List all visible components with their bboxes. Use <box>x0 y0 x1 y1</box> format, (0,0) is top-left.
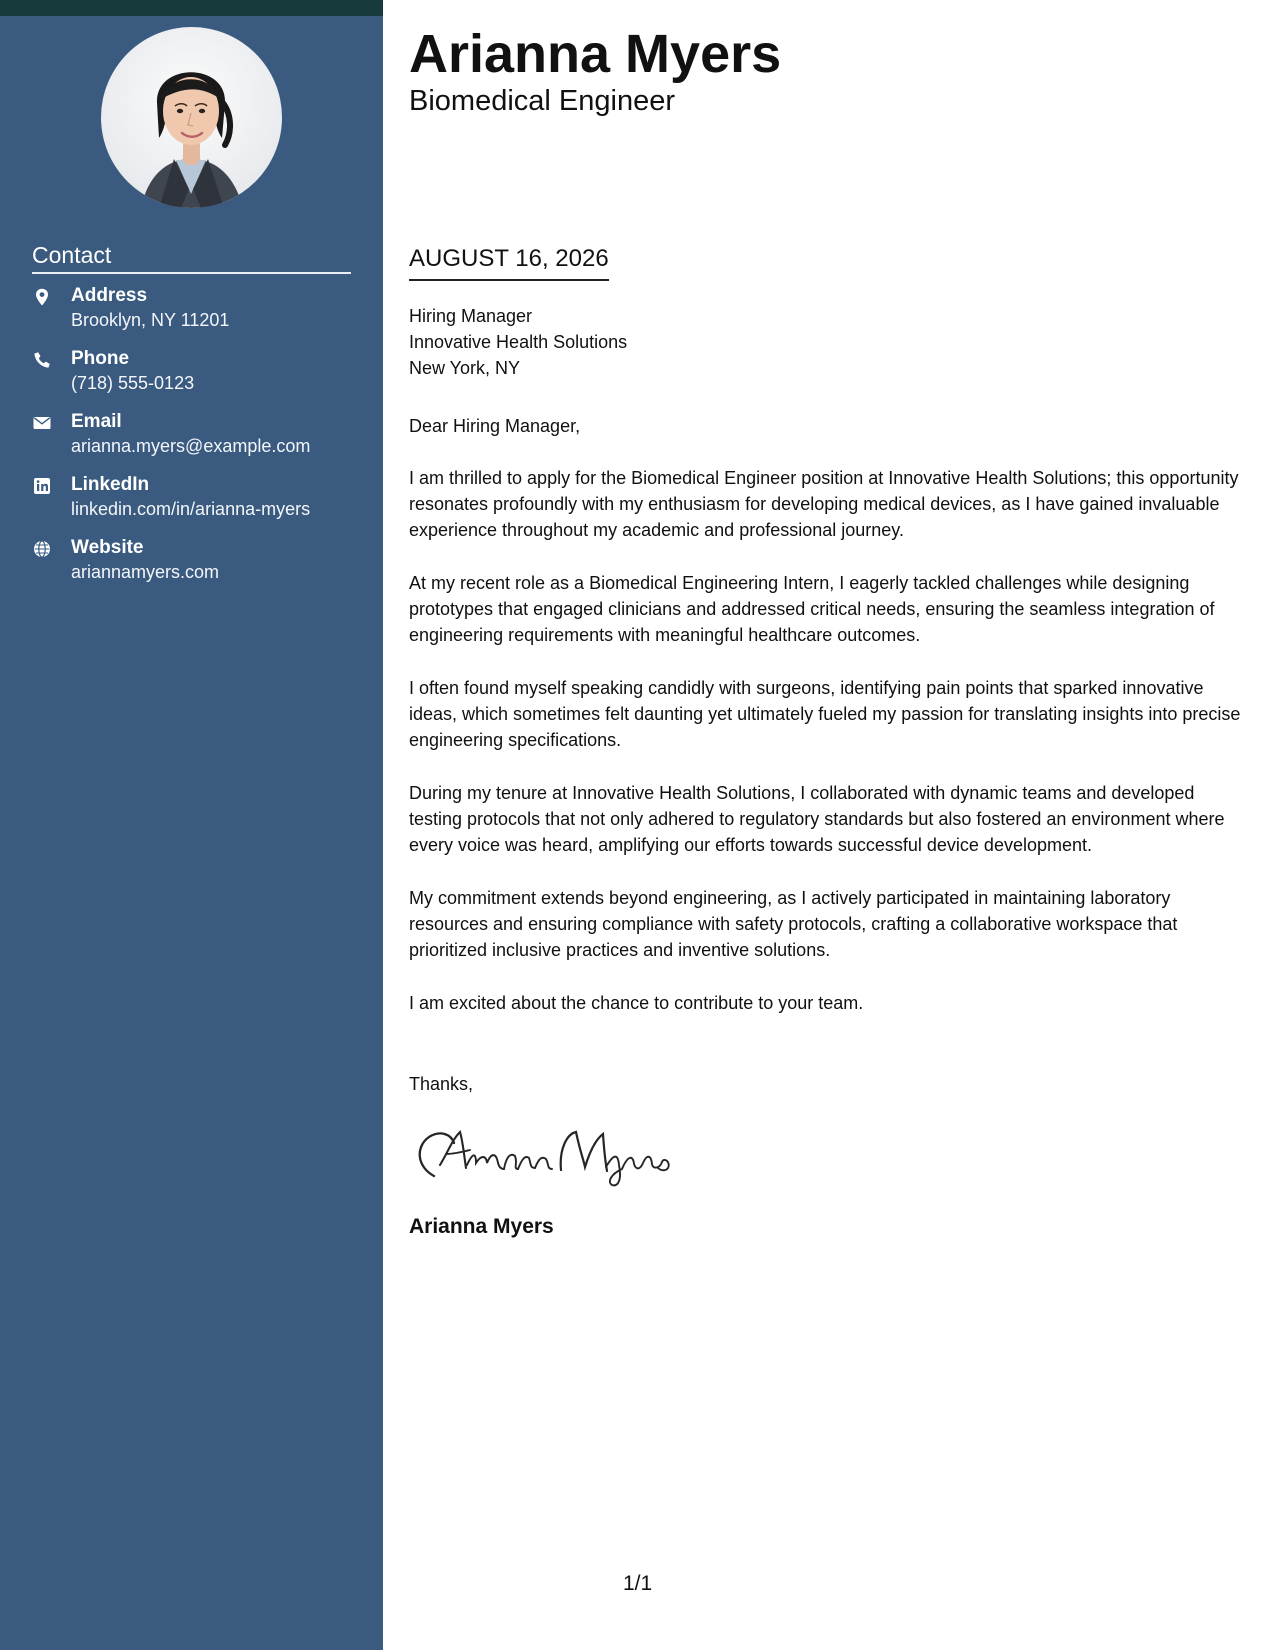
contact-label: Address <box>71 285 148 306</box>
letter-closing: Thanks, <box>409 1074 474 1094</box>
contact-item-phone <box>32 347 362 410</box>
candidate-title: Biomedical Engineer <box>409 85 675 117</box>
avatar-image <box>101 27 282 208</box>
contact-value: linkedin.com/in/arianna-myers <box>71 499 311 519</box>
contact-item-address <box>32 284 362 347</box>
contact-item-email <box>32 410 362 473</box>
letter-body <box>409 465 1249 1043</box>
contact-item-linkedin <box>32 473 362 536</box>
contact-value: ariannamyers.com <box>71 562 220 582</box>
contact-value: (718) 555-0123 <box>71 373 195 393</box>
contact-value: Brooklyn, NY 11201 <box>71 310 230 330</box>
recipient-line: New York, NY <box>409 358 521 378</box>
sidebar <box>0 0 383 1650</box>
handwritten-signature <box>409 1118 679 1188</box>
contact-section-heading: Contact <box>32 242 351 274</box>
salutation: Dear Hiring Manager, <box>409 416 581 436</box>
globe-icon <box>32 539 52 559</box>
letter-paragraph: I often found myself speaking candidly with surgeons, identifying pain points that sparked innovative ideas, which sometimes felt daunting yet ultimately fueled my passion for translating insights into precise engineering specifications. <box>409 678 1241 750</box>
sidebar-top-accent <box>0 0 383 16</box>
contact-label: Phone <box>71 348 130 369</box>
letter-paragraph: My commitment extends beyond engineering, as I actively participated in maintaining laboratory resources and ensuring compliance with safety protocols, crafting a collaborative workspace that prioritized inclusive practices and inventive solutions. <box>409 888 1178 960</box>
avatar <box>101 27 282 208</box>
letter-paragraph: I am thrilled to apply for the Biomedical Engineer position at Innovative Health Solutions; this opportunity resonates profoundly with my enthusiasm for developing medical devices, as I have gained invaluable experience throughout my academic and professional journey. <box>409 468 1239 540</box>
letter-date: AUGUST 16, 2026 <box>409 244 609 281</box>
contact-label: LinkedIn <box>71 474 150 495</box>
letter-paragraph: At my recent role as a Biomedical Engineering Intern, I eagerly tackled challenges while designing prototypes that engaged clinicians and addressed critical needs, ensuring the seamless integration of engineering requirements with meaningful healthcare outcomes. <box>409 573 1215 645</box>
contact-label: Website <box>71 537 144 558</box>
contact-label: Email <box>71 411 122 432</box>
phone-icon <box>32 350 52 370</box>
signature-image <box>409 1118 679 1188</box>
letter-paragraph: During my tenure at Innovative Health Solutions, I collaborated with dynamic teams and developed testing protocols that not only adhered to regulatory standards but also fostered an environment where every voice was heard, amplifying our efforts towards successful device development. <box>409 783 1225 855</box>
contact-value: arianna.myers@example.com <box>71 436 311 456</box>
location-pin-icon <box>32 287 52 307</box>
page-number: 1/1 <box>623 1572 653 1595</box>
linkedin-icon <box>32 476 52 496</box>
recipient-line: Hiring Manager <box>409 306 533 326</box>
letter-paragraph: I am excited about the chance to contribute to your team. <box>409 993 864 1013</box>
candidate-name: Arianna Myers <box>409 24 782 84</box>
recipient-line: Innovative Health Solutions <box>409 332 628 352</box>
envelope-icon <box>32 413 52 433</box>
signature-name: Arianna Myers <box>409 1215 554 1238</box>
recipient-block <box>409 303 627 381</box>
contact-item-website <box>32 536 362 599</box>
contact-list <box>32 284 362 599</box>
